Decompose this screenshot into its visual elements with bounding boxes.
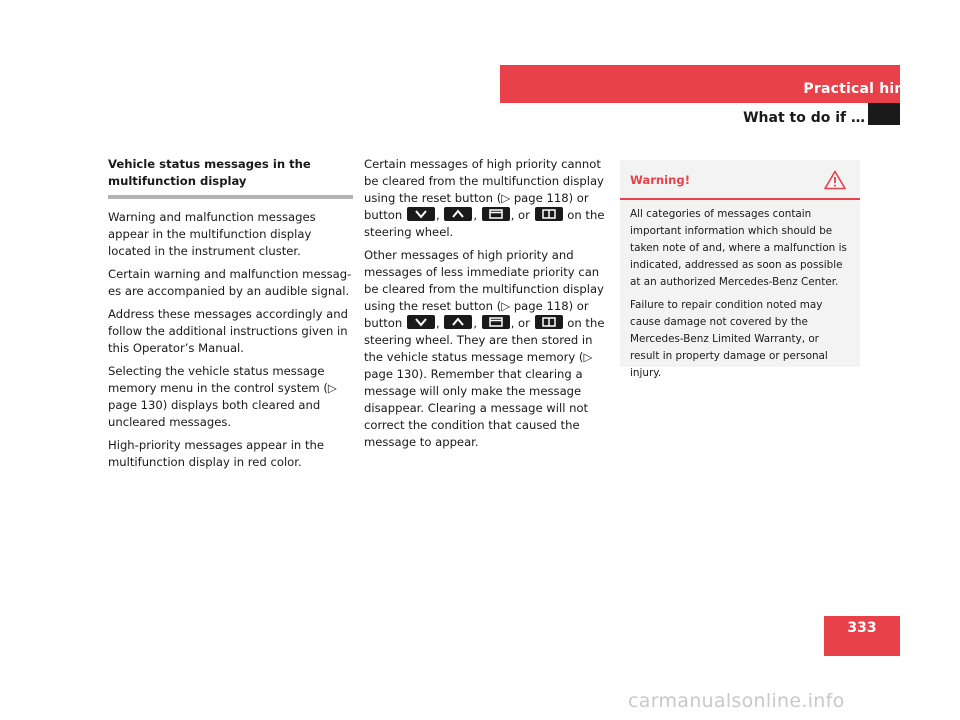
page-number: 333 (847, 620, 877, 636)
text-run: on the steering wheel. (364, 208, 605, 239)
separator: , or (510, 208, 534, 222)
key-down-icon (407, 315, 435, 329)
page-subtitle: What to do if … (743, 110, 865, 126)
section-title: Practical hints (803, 81, 920, 97)
key-down-icon (407, 207, 435, 221)
key-page-back-icon (482, 315, 510, 329)
warning-box (620, 160, 860, 379)
paragraph (364, 247, 609, 451)
warning-paragraph: Failure to repair condition noted may cause damage not covered by the Mercedes-Benz Limited Warranty, or result in property damage or personal injury. (630, 299, 828, 379)
subsection-heading: Vehicle status messages in the multifunction display (108, 156, 353, 199)
paragraph: Warning and malfunction messages appear in the multifunction display located in the instrument cluster. (108, 210, 316, 258)
separator: , (435, 316, 444, 330)
separator: , (473, 316, 481, 330)
text-run: Other messages of high priority and messages of less immediate priority can be cleared from the multifunction display using the reset button (▷ page 118) or button (364, 248, 604, 330)
paragraph: Certain warning and malfunction messag-es are accompanied by an audible signal. (108, 267, 352, 298)
separator: , (435, 208, 444, 222)
column-left (108, 156, 353, 477)
warning-title: Warning! (630, 173, 690, 187)
column-middle (364, 156, 609, 457)
paragraph: Address these messages accordingly and follow the additional instructions given in this Operator’s Manual. (108, 307, 348, 355)
warning-triangle-icon (824, 170, 846, 194)
text-run: on the steering wheel. They are then stored in the vehicle status message memory (▷ page 130). Remember that clearing a message will only make the message disappear. Clearing a message will not correct the condition that caused the message to appear. (364, 316, 605, 449)
paragraph: Selecting the vehicle status message memory menu in the control system (▷ page 130) displays both cleared and uncleared messages. (108, 364, 337, 429)
watermark: carmanualsonline.info (628, 690, 845, 712)
warning-body (620, 200, 860, 382)
key-page-back-icon (482, 207, 510, 221)
separator: , (473, 208, 481, 222)
separator: , or (510, 316, 534, 330)
warning-paragraph: All categories of messages contain important information which should be taken note of and, where a malfunction is indicated, addressed as soon as possible at an authorized Mercedes-Benz Center. (630, 208, 847, 288)
key-page-forward-icon (535, 207, 563, 221)
key-up-icon (444, 315, 472, 329)
text-run: Certain messages of high priority cannot be cleared from the multifunction display using the reset button (▷ page 118) or button (364, 157, 604, 222)
key-page-forward-icon (535, 315, 563, 329)
paragraph (364, 156, 609, 241)
header-marker (868, 103, 900, 125)
paragraph: High-priority messages appear in the multifunction display in red color. (108, 438, 324, 469)
key-up-icon (444, 207, 472, 221)
warning-header (620, 160, 860, 200)
